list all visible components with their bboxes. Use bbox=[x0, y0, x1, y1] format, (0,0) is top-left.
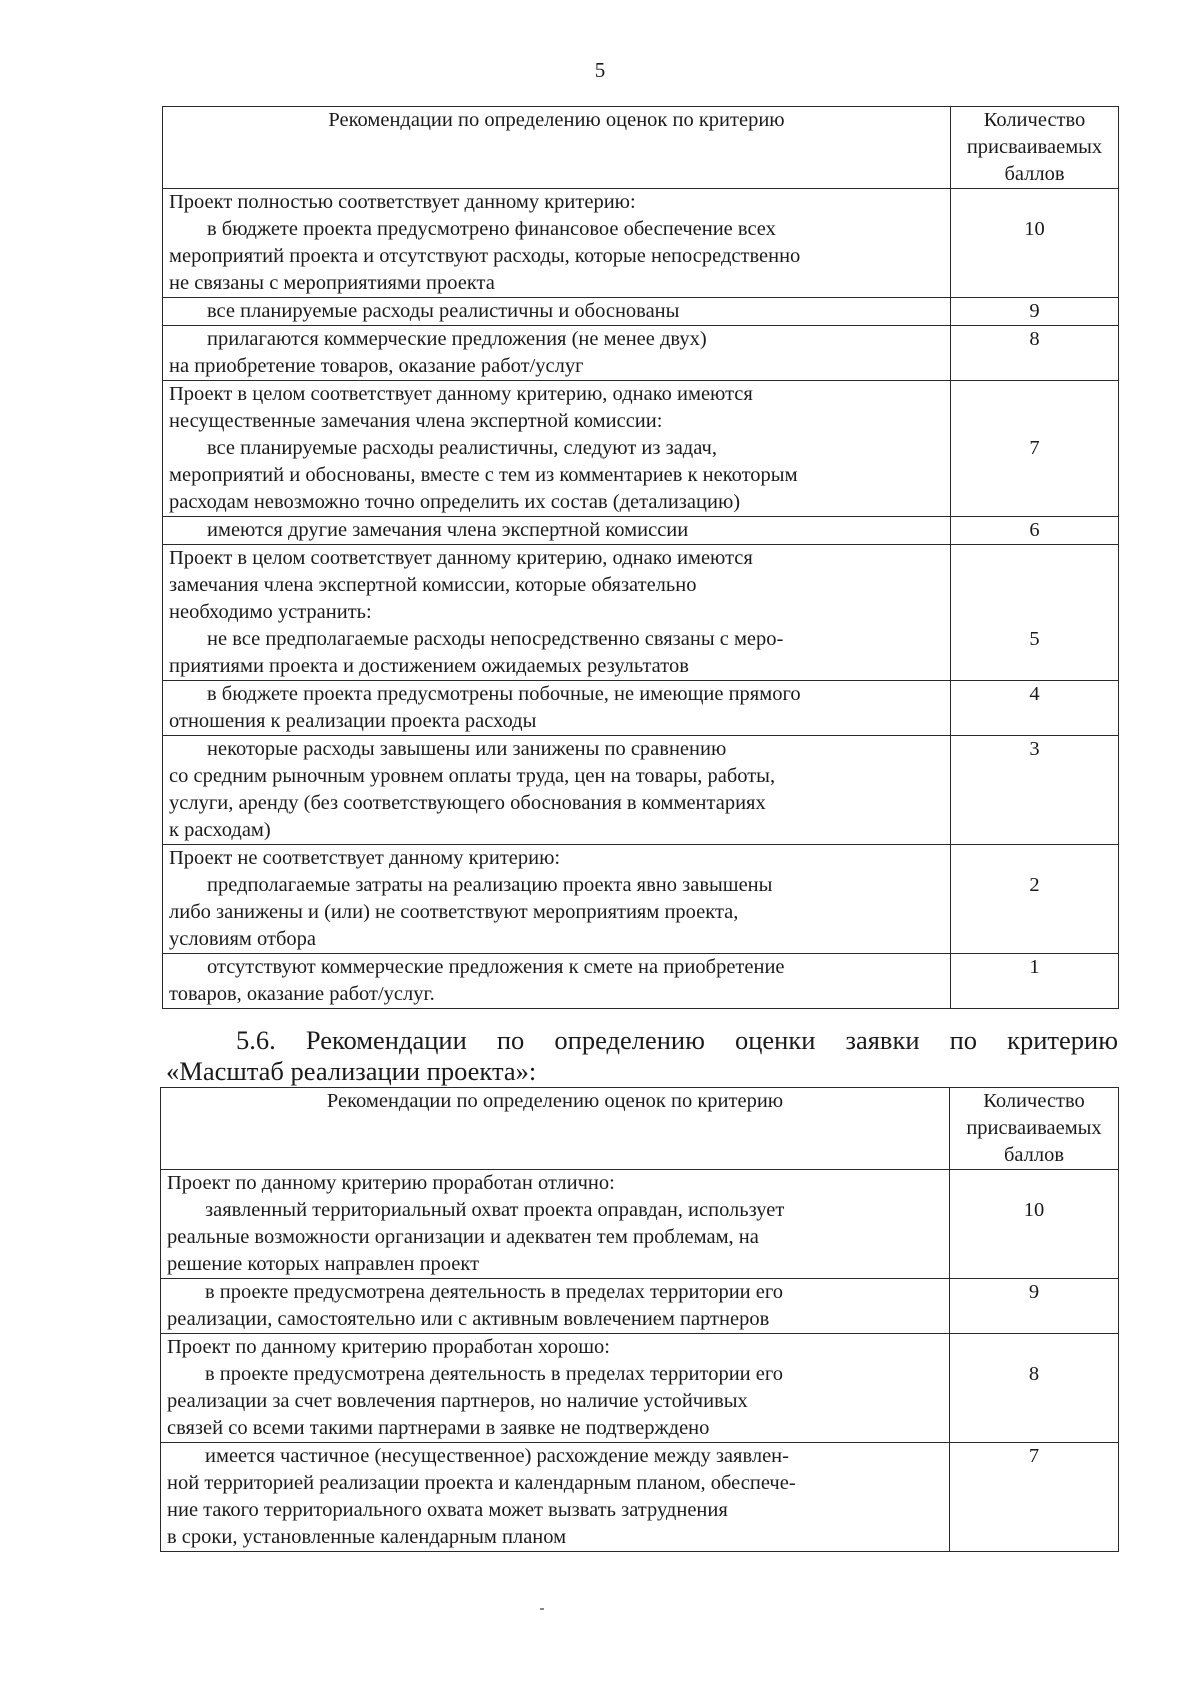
criterion-cell bbox=[163, 954, 951, 1009]
section-heading-5-6 bbox=[166, 1025, 1118, 1087]
score-value: 10 bbox=[1023, 1199, 1045, 1221]
criterion-text-line: прилагаются коммерческие предложения (не менее двух) bbox=[207, 328, 707, 350]
score-cell bbox=[951, 326, 1119, 381]
criterion-text-line: необходимо устранить: bbox=[169, 601, 372, 623]
criterion-text-line: в бюджете проекта предусмотрено финансовое обеспечение всех bbox=[207, 218, 776, 240]
criterion-text-line: связей со всеми такими партнерами в заявке не подтверждено bbox=[167, 1417, 710, 1439]
score-header-line: присваиваемых bbox=[966, 1117, 1102, 1139]
score-cell bbox=[951, 845, 1119, 954]
criterion-cell bbox=[163, 845, 951, 954]
score-header-line: Количество bbox=[983, 1090, 1085, 1112]
table-header-row bbox=[163, 107, 1119, 189]
score-cell bbox=[951, 381, 1119, 517]
score-value: 9 bbox=[1029, 300, 1040, 322]
criterion-text-line: предполагаемые затраты на реализацию проекта явно завышены bbox=[207, 874, 773, 896]
criterion-text-line: некоторые расходы завышены или занижены по сравнению bbox=[207, 738, 727, 760]
score-cell bbox=[951, 517, 1119, 545]
score-cell bbox=[950, 1334, 1119, 1443]
criterion-text-line: ной территорией реализации проекта и календарным планом, обеспече- bbox=[167, 1472, 796, 1494]
score-value: 7 bbox=[1029, 437, 1040, 459]
criteria-table-budget bbox=[162, 106, 1119, 1009]
score-cell bbox=[951, 681, 1119, 736]
table-row bbox=[163, 298, 1119, 326]
criterion-cell bbox=[161, 1334, 950, 1443]
score-value: 10 bbox=[1024, 218, 1045, 240]
criterion-cell bbox=[163, 298, 951, 326]
criterion-text-line: расходам невозможно точно определить их состав (детализацию) bbox=[169, 491, 741, 513]
criterion-text-line: отсутствуют коммерческие предложения к смете на приобретение bbox=[207, 956, 785, 978]
table-row bbox=[161, 1334, 1119, 1443]
criterion-cell bbox=[161, 1443, 950, 1552]
criterion-text-line: замечания члена экспертной комиссии, которые обязательно bbox=[169, 574, 697, 596]
table-row bbox=[161, 1170, 1119, 1279]
criterion-text-line: не все предполагаемые расходы непосредственно связаны с меро- bbox=[207, 628, 784, 650]
score-column-header bbox=[951, 107, 1119, 189]
table-row bbox=[163, 189, 1119, 298]
score-value: 8 bbox=[1029, 328, 1040, 350]
table-row bbox=[163, 954, 1119, 1009]
criterion-cell bbox=[163, 381, 951, 517]
criterion-text-line: не связаны с мероприятиями проекта bbox=[169, 272, 495, 294]
criterion-text-line: все планируемые расходы реалистичны, следуют из задач, bbox=[207, 437, 717, 459]
criterion-text-line: мероприятий проекта и отсутствуют расходы, которые непосредственно bbox=[169, 245, 801, 267]
table-body bbox=[161, 1170, 1119, 1552]
criterion-cell bbox=[163, 189, 951, 298]
table-header-row bbox=[161, 1088, 1119, 1170]
score-value: 7 bbox=[1028, 1445, 1040, 1467]
score-header-line: присваиваемых bbox=[966, 136, 1103, 158]
criterion-text-line: условиям отбора bbox=[169, 928, 316, 950]
score-value: 4 bbox=[1029, 683, 1040, 705]
score-cell bbox=[951, 954, 1119, 1009]
criterion-text-line: в сроки, установленные календарным планом bbox=[167, 1526, 567, 1548]
criterion-text-line: Проект по данному критерию проработан отлично: bbox=[167, 1172, 615, 1194]
criteria-table-scale bbox=[160, 1087, 1119, 1552]
score-value: 3 bbox=[1029, 738, 1040, 760]
criterion-text-line: товаров, оказание работ/услуг. bbox=[169, 983, 435, 1005]
criterion-text-line: услуги, аренду (без соответствующего обоснования в комментариях bbox=[169, 792, 766, 814]
criterion-cell bbox=[163, 545, 951, 681]
criterion-text-line: Проект по данному критерию проработан хорошо: bbox=[167, 1336, 610, 1358]
criterion-text-line: имеются другие замечания члена экспертной комиссии bbox=[207, 519, 689, 541]
table-row bbox=[163, 517, 1119, 545]
score-header-line: баллов bbox=[1004, 163, 1065, 185]
table-row bbox=[163, 681, 1119, 736]
score-cell bbox=[950, 1279, 1119, 1334]
criterion-column-header: Рекомендации по определению оценок по критерию bbox=[161, 1088, 950, 1170]
score-value: 1 bbox=[1029, 956, 1040, 978]
criterion-text-line: в проекте предусмотрена деятельность в пределах территории его bbox=[205, 1281, 784, 1303]
criterion-text-line: все планируемые расходы реалистичны и обоснованы bbox=[207, 300, 680, 322]
criterion-text-line: заявленный территориальный охват проекта оправдан, использует bbox=[205, 1199, 785, 1221]
table-row bbox=[163, 381, 1119, 517]
criterion-text-line: имеется частичное (несущественное) расхождение между заявлен- bbox=[205, 1445, 789, 1467]
table-row bbox=[163, 736, 1119, 845]
criterion-cell bbox=[163, 681, 951, 736]
criterion-cell bbox=[163, 736, 951, 845]
criterion-text-line: на приобретение товаров, оказание работ/услуг bbox=[169, 355, 584, 377]
criterion-text-line: Проект полностью соответствует данному критерию: bbox=[169, 191, 636, 213]
score-value: 5 bbox=[1029, 628, 1040, 650]
criterion-text-line: приятиями проекта и достижением ожидаемых результатов bbox=[169, 655, 689, 677]
criterion-text-line: мероприятий и обоснованы, вместе с тем из комментариев к некоторым bbox=[169, 464, 798, 486]
table-row bbox=[163, 545, 1119, 681]
section-heading-line: «Масштаб реализации проекта»: bbox=[166, 1056, 537, 1086]
score-value: 9 bbox=[1028, 1281, 1040, 1303]
table-row bbox=[161, 1443, 1119, 1552]
table-row bbox=[163, 845, 1119, 954]
score-cell bbox=[951, 189, 1119, 298]
criterion-text-line: реализации за счет вовлечения партнеров, но наличие устойчивых bbox=[167, 1390, 748, 1412]
score-value: 8 bbox=[1028, 1363, 1040, 1385]
criterion-text-line: к расходам) bbox=[169, 819, 271, 841]
score-cell bbox=[951, 736, 1119, 845]
scan-speck bbox=[540, 1608, 544, 1610]
criterion-text-line: ние такого территориального охвата может вызвать затруднения bbox=[167, 1499, 728, 1521]
section-heading-line: 5.6. Рекомендации по определению оценки заявки по критерию bbox=[236, 1025, 1118, 1055]
criterion-text-line: в бюджете проекта предусмотрены побочные, не имеющие прямого bbox=[207, 683, 801, 705]
table-body bbox=[163, 189, 1119, 1009]
score-cell bbox=[950, 1443, 1119, 1552]
score-cell bbox=[951, 298, 1119, 326]
criterion-cell bbox=[163, 517, 951, 545]
criterion-text-line: либо занижены и (или) не соответствуют мероприятиям проекта, bbox=[169, 901, 739, 923]
criterion-text-line: несущественные замечания члена экспертной комиссии: bbox=[169, 410, 663, 432]
criterion-cell bbox=[161, 1279, 950, 1334]
score-cell bbox=[951, 545, 1119, 681]
score-value: 6 bbox=[1029, 519, 1040, 541]
score-header-line: баллов bbox=[1003, 1144, 1065, 1166]
criterion-text-line: Проект в целом соответствует данному критерию, однако имеются bbox=[169, 547, 753, 569]
criterion-text-line: реализации, самостоятельно или с активным вовлечением партнеров bbox=[167, 1308, 770, 1330]
table-row bbox=[163, 326, 1119, 381]
table-row bbox=[161, 1279, 1119, 1334]
page-number: 5 bbox=[594, 58, 606, 82]
score-column-header bbox=[950, 1088, 1119, 1170]
criterion-text-line: отношения к реализации проекта расходы bbox=[169, 710, 537, 732]
criterion-text-line: в проекте предусмотрена деятельность в пределах территории его bbox=[205, 1363, 784, 1385]
criterion-cell bbox=[161, 1170, 950, 1279]
score-value: 2 bbox=[1029, 874, 1040, 896]
criterion-text-line: со средним рыночным уровнем оплаты труда, цен на товары, работы, bbox=[169, 765, 776, 787]
criterion-cell bbox=[163, 326, 951, 381]
criterion-text-line: решение которых направлен проект bbox=[167, 1253, 480, 1275]
criterion-column-header: Рекомендации по определению оценок по критерию bbox=[163, 107, 951, 189]
criterion-text-line: Проект в целом соответствует данному критерию, однако имеются bbox=[169, 383, 753, 405]
score-cell bbox=[950, 1170, 1119, 1279]
score-header-line: Количество bbox=[983, 109, 1086, 131]
criterion-text-line: Проект не соответствует данному критерию: bbox=[169, 847, 561, 869]
criterion-text-line: реальные возможности организации и адекватен тем проблемам, на bbox=[167, 1226, 759, 1248]
